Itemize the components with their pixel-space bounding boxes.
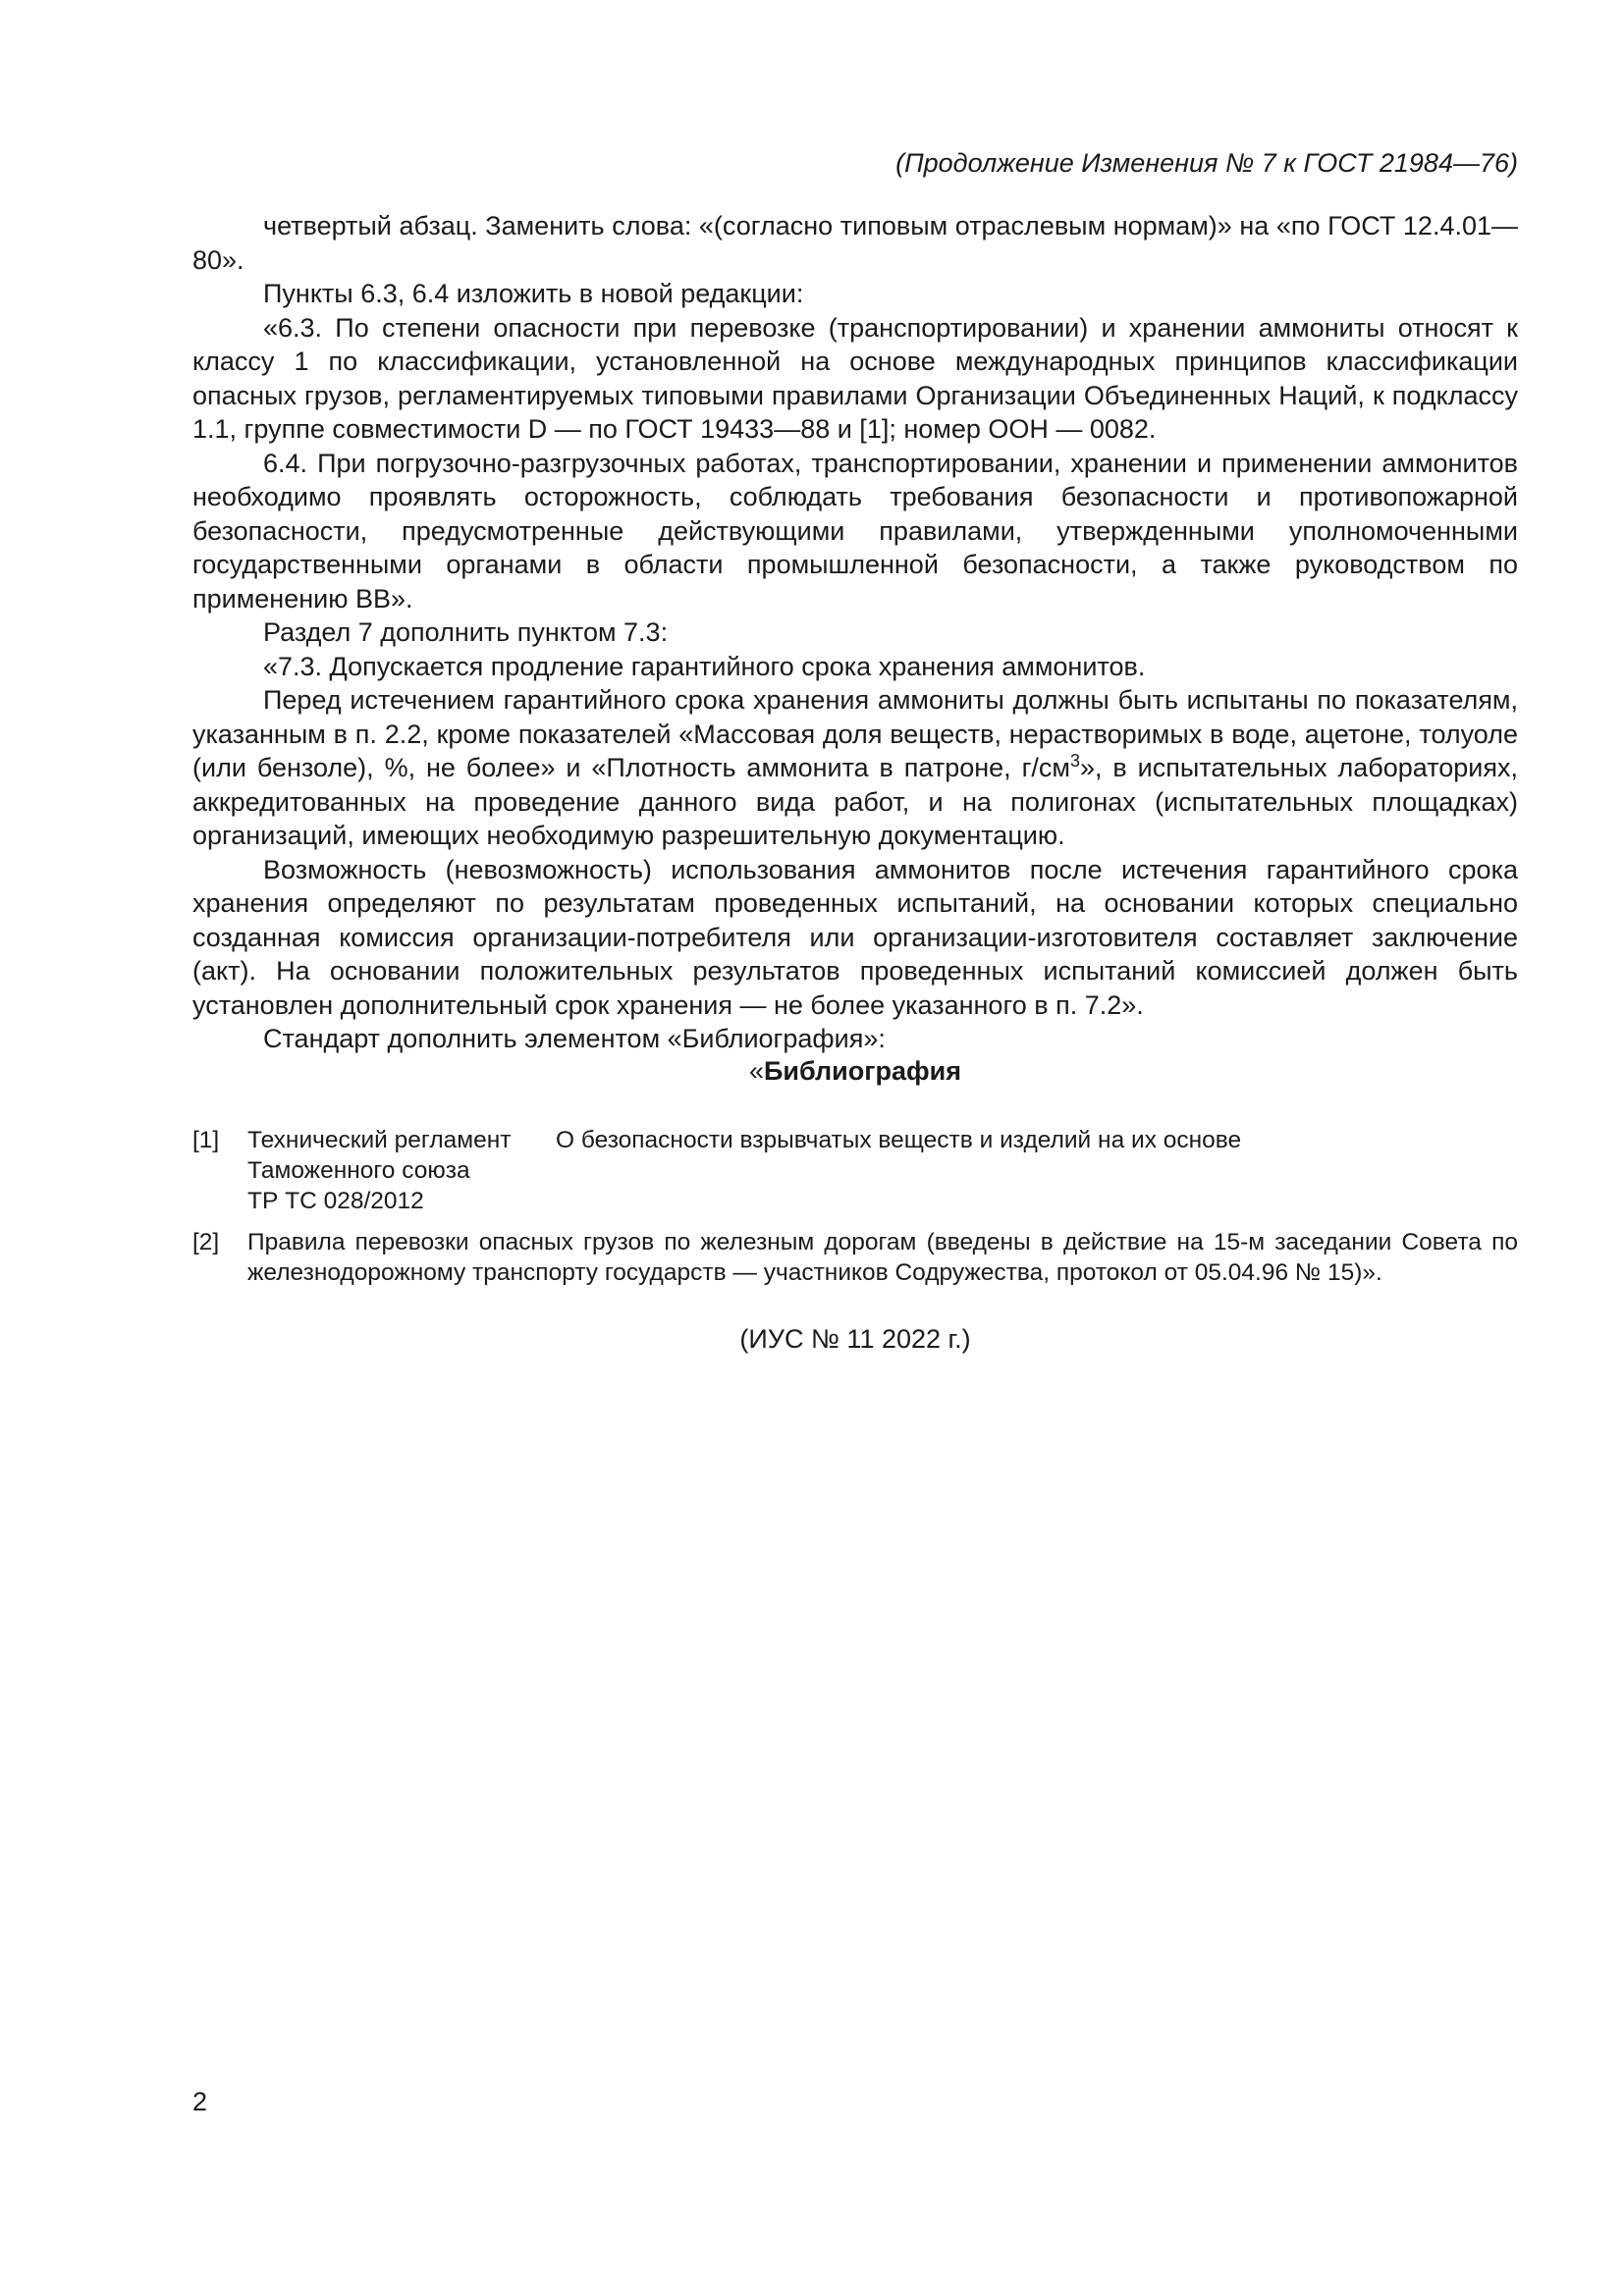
ref-number: [2] — [192, 1229, 220, 1255]
paragraph-1: четвертый абзац. Заменить слова: «(согласно типовым отраслевым нормам)» на «по ГОСТ 12.4.01—80». — [192, 211, 1518, 275]
paragraph-5: Раздел 7 дополнить пунктом 7.3: — [263, 617, 669, 647]
ref-text: Правила перевозки опасных грузов по железным дорогам (введены в действие на 15-м заседании Совета по железнодорожному транспорту государств — участников Содружества, протокол от 05.04.96 № 15)». — [247, 1229, 1518, 1286]
page-number: 2 — [192, 2087, 208, 2116]
running-header: (Продолжение Изменения № 7 к ГОСТ 21984—76) — [895, 148, 1518, 178]
paragraph-6: «7.3. Допускается продление гарантийного срока хранения аммонитов. — [263, 651, 1146, 681]
paragraph-7 — [192, 683, 1518, 853]
body-text — [192, 209, 1518, 1056]
paragraph-4: 6.4. При погрузочно-разгрузочных работах, транспортировании, хранении и применении аммонитов необходимо проявлять осторожность, соблюдать требования безопасности и противопожарной безопасности, предусмотренные действующими правилами, утвержденными уполномоченными государственными органами в области промышленной безопасности, а также руководством по применению ВВ». — [192, 448, 1518, 614]
bibliography-title — [192, 1053, 1518, 1089]
ref-document-line: ТР ТС 028/2012 — [247, 1188, 424, 1214]
paragraph-2: Пункты 6.3, 6.4 изложить в новой редакции: — [263, 279, 804, 308]
ref-title: О безопасности взрывчатых веществ и изделий на их основе — [556, 1127, 1242, 1153]
paragraph-8: Возможность (невозможность) использования аммонитов после истечения гарантийного срока хранения определяют по результатам проведенных испытаний, на основании которых специально созданная комиссия организации-потребителя или организации-изготовителя составляет заключение (акт). На основании положительных результатов проведенных испытаний комиссией должен быть установлен дополнительный срок хранения — не более указанного в п. 7.2». — [192, 854, 1518, 1020]
paragraph-9: Стандарт дополнить элементом «Библиография»: — [263, 1024, 886, 1053]
bibliography-title-text: Библиография — [764, 1056, 961, 1086]
ref-document — [247, 1125, 542, 1216]
ref-document-line: Таможенного союза — [247, 1157, 470, 1184]
paragraph-7-part-2: », в испытательных лабораториях, аккредитованных на проведение данного вида работ, и на полигонах (испытательных площадках) организаций, имеющих необходимую разрешительную документацию. — [192, 753, 1518, 850]
ref-number: [1] — [192, 1127, 220, 1153]
paragraph-3: «6.3. По степени опасности при перевозке (транспортировании) и хранении аммониты относят к классу 1 по классификации, установленной на основе международных принципов классификации опасных грузов, регламентируемых типовыми правилами Организации Объединенных Наций, к подклассу 1.1, группе совместимости D — по ГОСТ 19433—88 и [1]; номер ООН — 0082. — [192, 312, 1518, 444]
superscript-3: 3 — [1070, 751, 1081, 771]
paragraph-7-part-1: Перед истечением гарантийного срока хранения аммониты должны быть испытаны по показателям, указанным в п. 2.2, кроме показателей «Массовая доля веществ, нерастворимых в воде, ацетоне, толуоле (или бензоле), %, не более» и «Плотность аммонита в патроне, г/см — [192, 685, 1518, 782]
source-note: (ИУС № 11 2022 г.) — [739, 1324, 971, 1354]
bibliography-open-quote: « — [748, 1056, 765, 1086]
ref-document-line: Технический регламент — [247, 1127, 512, 1153]
